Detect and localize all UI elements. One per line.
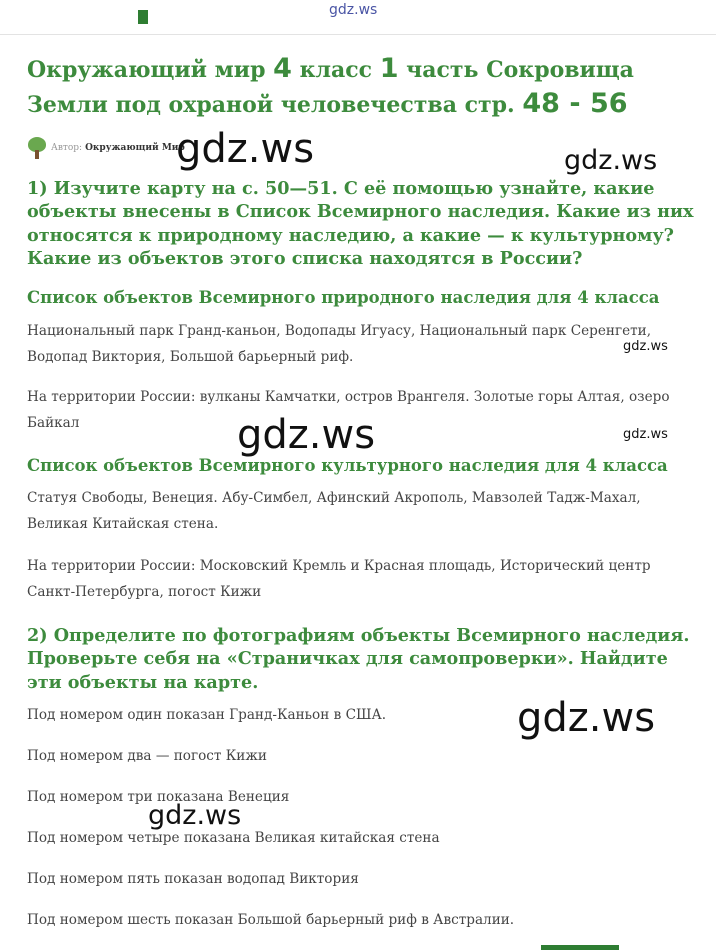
title-text: класс bbox=[291, 57, 380, 83]
title-grade: 4 bbox=[273, 53, 292, 84]
title-text: Окружающий мир bbox=[27, 57, 274, 83]
author-label: Автор: bbox=[51, 143, 83, 153]
answer-item: Под номером два — погост Кижи bbox=[27, 748, 267, 764]
top-watermark: gdz.ws bbox=[329, 2, 378, 18]
natural-heritage-russia: На территории России: вулканы Камчатки, остров Врангеля. Золотые горы Алтая, озеро Байкал bbox=[27, 389, 670, 431]
author-name[interactable]: Окружающий Мир bbox=[85, 143, 185, 153]
author-line bbox=[27, 137, 185, 159]
watermark: gdz.ws bbox=[623, 339, 668, 354]
answer-item: Под номером три показана Венеция bbox=[27, 789, 290, 805]
title-pages: 48 - 56 bbox=[522, 88, 628, 119]
answer-item: Под номером один показан Гранд-Каньон в США. bbox=[27, 707, 387, 723]
answer-item: Под номером четыре показана Великая китайская стена bbox=[27, 830, 440, 846]
top-bar bbox=[0, 0, 716, 35]
natural-heritage-list: Национальный парк Гранд-каньон, Водопады Игуасу, Национальный парк Серенгети, Водопад Виктория, Большой барьерный риф. bbox=[27, 323, 652, 365]
cultural-heritage-russia: На территории России: Московский Кремль и Красная площадь, Исторический центр Санкт-Петербурга, погост Кижи bbox=[27, 558, 651, 600]
question-1: 1) Изучите карту на с. 50—51. С её помощью узнайте, какие объекты внесены в Список Всемирного наследия. Какие из них относятся к природному наследию, а какие — к культурному? Какие из объектов этого списка находятся в России? bbox=[27, 178, 694, 269]
watermark: gdz.ws bbox=[623, 427, 668, 442]
watermark: gdz.ws bbox=[517, 695, 656, 741]
question-2: 2) Определите по фотографиям объекты Всемирного наследия. Проверьте себя на «Страничках для самопроверки». Найдите эти объекты на карте. bbox=[27, 625, 690, 693]
title-text: часть Сокровища Земли под охраной человечества стр. bbox=[27, 57, 634, 118]
title-book-part: 1 bbox=[379, 53, 399, 84]
tree-icon bbox=[27, 137, 47, 159]
green-tab-marker bbox=[138, 10, 148, 24]
watermark: gdz.ws bbox=[564, 145, 658, 176]
answer-item: Под номером шесть показан Большой барьерный риф в Австралии. bbox=[27, 912, 515, 928]
cultural-heritage-heading: Список объектов Всемирного культурного наследия для 4 класса bbox=[27, 456, 668, 475]
cultural-heritage-list: Статуя Свободы, Венеция. Абу-Симбел, Афинский Акрополь, Мавзолей Тадж-Махал, Великая Китайская стена. bbox=[27, 490, 641, 532]
answer-item: Под номером пять показан водопад Виктория bbox=[27, 871, 359, 887]
bottom-green-button[interactable] bbox=[541, 945, 619, 950]
watermark: gdz.ws bbox=[237, 412, 376, 458]
watermark: gdz.ws bbox=[148, 800, 242, 831]
page-title bbox=[27, 52, 697, 122]
natural-heritage-heading: Список объектов Всемирного природного наследия для 4 класса bbox=[27, 288, 660, 307]
watermark: gdz.ws bbox=[176, 126, 315, 172]
